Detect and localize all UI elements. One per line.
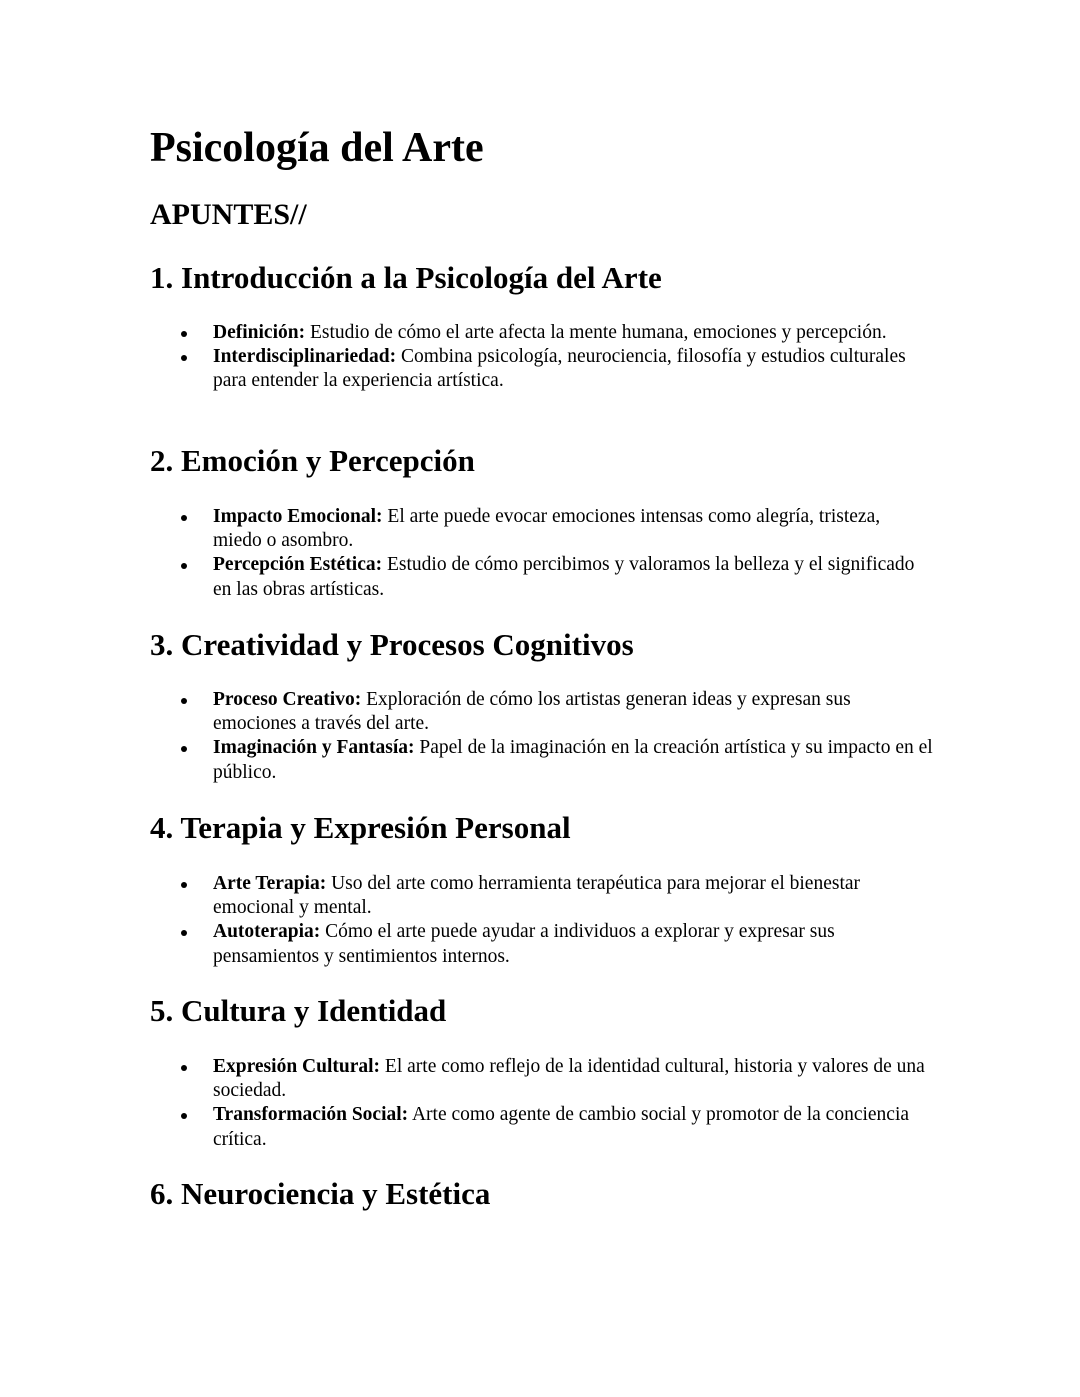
section-heading: 6. Neurociencia y Estética xyxy=(150,1176,491,1211)
list-item xyxy=(150,345,933,393)
item-text: Estudio de cómo percibimos y valoramos la belleza y el significado en las obras artísticas. xyxy=(213,554,915,600)
item-term: Imaginación y Fantasía: xyxy=(213,737,415,759)
list-item xyxy=(150,321,933,345)
section-introduccion xyxy=(150,260,950,392)
item-text: Combina psicología, neurociencia, filosofía y estudios culturales para entender la experiencia artística. xyxy=(213,346,906,392)
bullet-icon xyxy=(181,698,187,704)
bullet-icon xyxy=(181,882,187,888)
item-term: Arte Terapia: xyxy=(213,873,327,894)
document-title: Psicología del Arte xyxy=(150,125,484,171)
section-emocion-percepcion xyxy=(150,443,950,600)
bullet-icon xyxy=(181,930,187,936)
item-text: Arte como agente de cambio social y promotor de la conciencia crítica. xyxy=(213,1104,910,1150)
bullet-icon xyxy=(181,355,187,361)
item-text: El arte como reflejo de la identidad cultural, historia y valores de una sociedad. xyxy=(213,1056,925,1102)
list-item xyxy=(150,872,933,920)
bullet-icon xyxy=(181,331,187,337)
section-neurociencia xyxy=(150,1176,950,1212)
list-item xyxy=(150,736,933,784)
bullet-icon xyxy=(181,515,187,521)
bullet-icon xyxy=(181,563,187,569)
item-term: Definición: xyxy=(213,322,306,343)
section-creatividad xyxy=(150,627,950,783)
section-cultura xyxy=(150,993,950,1150)
item-term: Interdisciplinariedad: xyxy=(213,346,397,368)
item-text: Uso del arte como herramienta terapéutica para mejorar el bienestar emocional y mental. xyxy=(213,873,861,919)
bullet-list xyxy=(150,872,933,969)
item-term: Transformación Social: xyxy=(213,1104,409,1126)
bullet-list xyxy=(150,321,933,394)
item-text: Estudio de cómo el arte afecta la mente humana, emociones y percepción. xyxy=(305,322,887,343)
section-heading: 3. Creatividad y Procesos Cognitivos xyxy=(150,627,634,662)
list-item xyxy=(150,1055,933,1103)
list-item xyxy=(150,553,933,601)
item-term: Expresión Cultural: xyxy=(213,1056,381,1077)
section-terapia xyxy=(150,810,950,967)
item-term: Autoterapia: xyxy=(213,921,321,943)
bullet-list xyxy=(150,505,933,602)
item-term: Impacto Emocional: xyxy=(213,506,383,527)
bullet-list xyxy=(150,688,933,785)
list-item xyxy=(150,688,933,736)
list-item xyxy=(150,1103,933,1151)
item-term: Percepción Estética: xyxy=(213,554,383,576)
item-text: Exploración de cómo los artistas generan ideas y expresan sus emociones a través del arte. xyxy=(213,689,851,735)
section-heading: 1. Introducción a la Psicología del Arte xyxy=(150,260,662,295)
item-term: Proceso Creativo: xyxy=(213,689,362,710)
document-subtitle: APUNTES// xyxy=(150,198,307,231)
item-text: Cómo el arte puede ayudar a individuos a explorar y expresar sus pensamientos y sentimientos internos. xyxy=(213,921,835,967)
bullet-icon xyxy=(181,1113,187,1119)
item-text: Papel de la imaginación en la creación artística y su impacto en el público. xyxy=(213,737,933,783)
section-heading: 4. Terapia y Expresión Personal xyxy=(150,810,571,845)
section-heading: 2. Emoción y Percepción xyxy=(150,443,475,478)
bullet-icon xyxy=(181,746,187,752)
section-heading: 5. Cultura y Identidad xyxy=(150,993,447,1028)
bullet-icon xyxy=(181,1065,187,1071)
list-item xyxy=(150,505,933,553)
bullet-list xyxy=(150,1055,933,1152)
list-item xyxy=(150,920,933,968)
item-text: El arte puede evocar emociones intensas como alegría, tristeza, miedo o asombro. xyxy=(213,506,881,552)
